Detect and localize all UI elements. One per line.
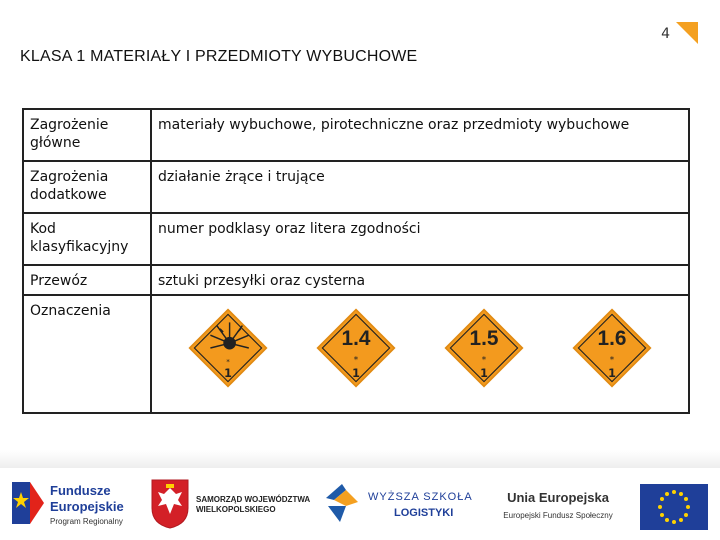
row-label: Kod klasyfikacyjny: [23, 213, 151, 265]
page-number: 4: [661, 26, 670, 42]
row-value: działanie żrące i trujące: [151, 161, 689, 213]
sign-subclass: 1.6: [597, 326, 627, 350]
ue-text-logo: [488, 478, 628, 530]
wsl-logo: [322, 478, 492, 530]
wsl-line2: LOGISTYKI: [394, 507, 454, 519]
row-value: numer podklasy oraz litera zgodności: [151, 213, 689, 265]
eu-flag-icon: [640, 484, 708, 530]
fe-line1: Fundusze: [50, 483, 111, 498]
hazard-sign-1-4: [316, 308, 396, 388]
table-row: [23, 265, 689, 295]
wsl-arrow-icon: [326, 484, 358, 522]
row-label: Zagrożenie główne: [23, 109, 151, 161]
table-row: [23, 213, 689, 265]
wsl-line1: WYŻSZA SZKOŁA: [368, 491, 473, 503]
coat-of-arms-icon: [152, 480, 188, 528]
row-value: sztuki przesyłki oraz cysterna: [151, 265, 689, 295]
sign-class-number: 1: [224, 366, 232, 380]
sign-stars: *: [226, 357, 230, 366]
hazard-sign-1-5: [444, 308, 524, 388]
footer-divider: [0, 450, 720, 470]
sign-class-number: 1: [608, 366, 616, 380]
samorzad-line1: SAMORZĄD WOJEWÓDZTWA: [196, 495, 311, 504]
slide-title: KLASA 1 MATERIAŁY I PRZEDMIOTY WYBUCHOWE: [20, 48, 418, 65]
sign-subclass: 1.4: [341, 326, 371, 350]
fe-line2: Europejskie: [50, 499, 124, 514]
row-label: Przewóz: [23, 265, 151, 295]
samorzad-logo: [150, 478, 320, 530]
hazard-sign-explosion: [188, 308, 268, 388]
sign-subclass: 1.5: [469, 326, 499, 350]
fe-line3: Program Regionalny: [50, 517, 123, 526]
hazard-sign-1-6: [572, 308, 652, 388]
sign-stars: *: [609, 355, 615, 366]
hazard-signs: [158, 296, 682, 400]
sign-class-number: 1: [352, 366, 360, 380]
table-row: [23, 161, 689, 213]
ue-line1: Unia Europejska: [507, 490, 609, 505]
classification-table: [22, 108, 690, 414]
sign-stars: *: [353, 355, 359, 366]
signs-cell: [151, 295, 689, 413]
table-row: [23, 109, 689, 161]
corner-triangle-icon: [676, 22, 698, 44]
table-row: [23, 295, 689, 413]
ue-line2: Europejski Fundusz Społeczny: [503, 511, 613, 520]
sign-stars: *: [481, 355, 487, 366]
fe-star-icon: [12, 482, 44, 524]
sign-class-number: 1: [480, 366, 488, 380]
row-label: Zagrożenia dodatkowe: [23, 161, 151, 213]
row-label: Oznaczenia: [23, 295, 151, 413]
row-value: materiały wybuchowe, pirotechniczne oraz przedmioty wybuchowe: [151, 109, 689, 161]
fundusze-europejskie-logo: [10, 478, 145, 530]
samorzad-line2: WIELKOPOLSKIEGO: [196, 505, 276, 514]
